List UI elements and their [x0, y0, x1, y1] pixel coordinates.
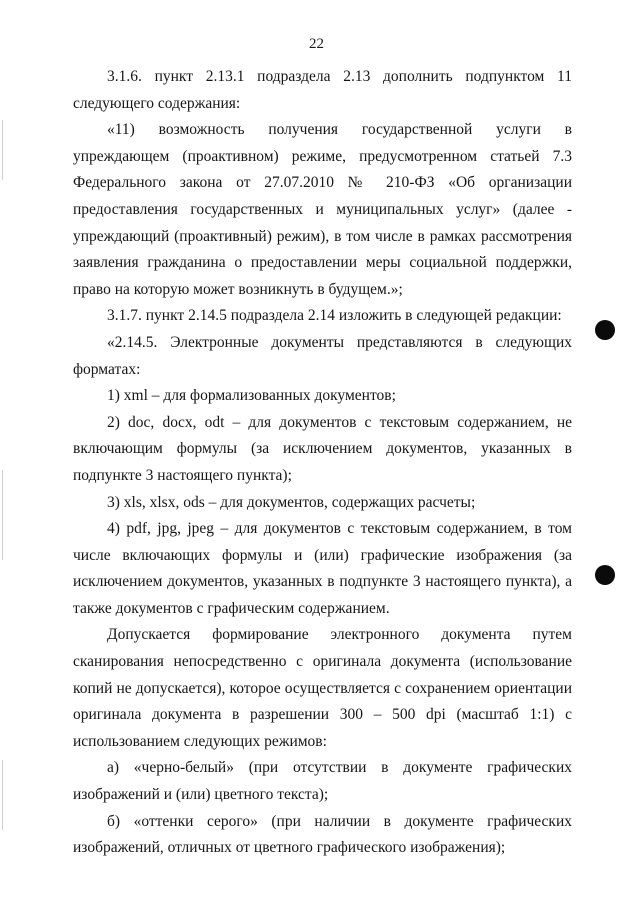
paragraph-3-1-6: 3.1.6. пункт 2.13.1 подраздела 2.13 дополнить подпунктом 11 следующего содержания: — [73, 68, 572, 112]
page-number: 22 — [309, 36, 324, 52]
binder-hole-mark — [595, 565, 615, 585]
list-item-b: б) «оттенки серого» (при наличии в документе графических изображений, отличных от цветного графического изображения); — [73, 812, 572, 857]
list-item-2: 2) doc, docx, odt – для документов с текстовым содержанием, не включающим формулы (за исключением документов, указанных в подпункте 3 настоящего пункта); — [73, 413, 572, 484]
paragraph-3-1-7: 3.1.7. пункт 2.14.5 подраздела 2.14 изложить в следующей редакции: — [107, 307, 562, 325]
scan-edge-artifact — [2, 470, 3, 560]
scan-edge-artifact — [2, 120, 3, 180]
list-item-4: 4) pdf, jpg, jpeg – для документов с текстовым содержанием, в том числе включающих формулы и (или) графические изображения (за исключением документов, указанных в подпункте 3 настоящего пункта), а также документов с графическим содержанием. — [73, 520, 572, 617]
list-item-1: 1) xml – для формализованных документов; — [107, 387, 396, 405]
list-item-3: 3) xls, xlsx, ods – для документов, содержащих расчеты; — [107, 493, 476, 511]
paragraph-2-14-5: «2.14.5. Электронные документы представляются в следующих форматах: — [73, 333, 572, 378]
list-item-a: а) «черно-белый» (при отсутствии в документе графических изображений и (или) цветного текста); — [73, 759, 572, 804]
paragraph-subitem-11: «11) возможность получения государственной услуги в упреждающем (проактивном) режиме, предусмотренном статьей 7.3 Федерального закона от 27.07.2010 № 210-ФЗ «Об организации предоставления государственных и муниципальных услуг» (далее - упреждающий (проактивный) режим), в том числе в рамках рассмотрения заявления гражданина о предоставлении меры социальной поддержки, право на которую может возникнуть в будущем.»; — [73, 121, 572, 298]
document-body — [73, 64, 572, 862]
binder-hole-mark — [595, 320, 615, 340]
paragraph-scanning: Допускается формирование электронного документа путем сканирования непосредственно с оригинала документа (использование копий не допускается), которое осуществляется с сохранением ориентации оригинала документа в разрешении 300 – 500 dpi (масштаб 1:1) с использованием следующих режимов: — [73, 626, 572, 750]
scan-edge-artifact — [2, 760, 3, 830]
